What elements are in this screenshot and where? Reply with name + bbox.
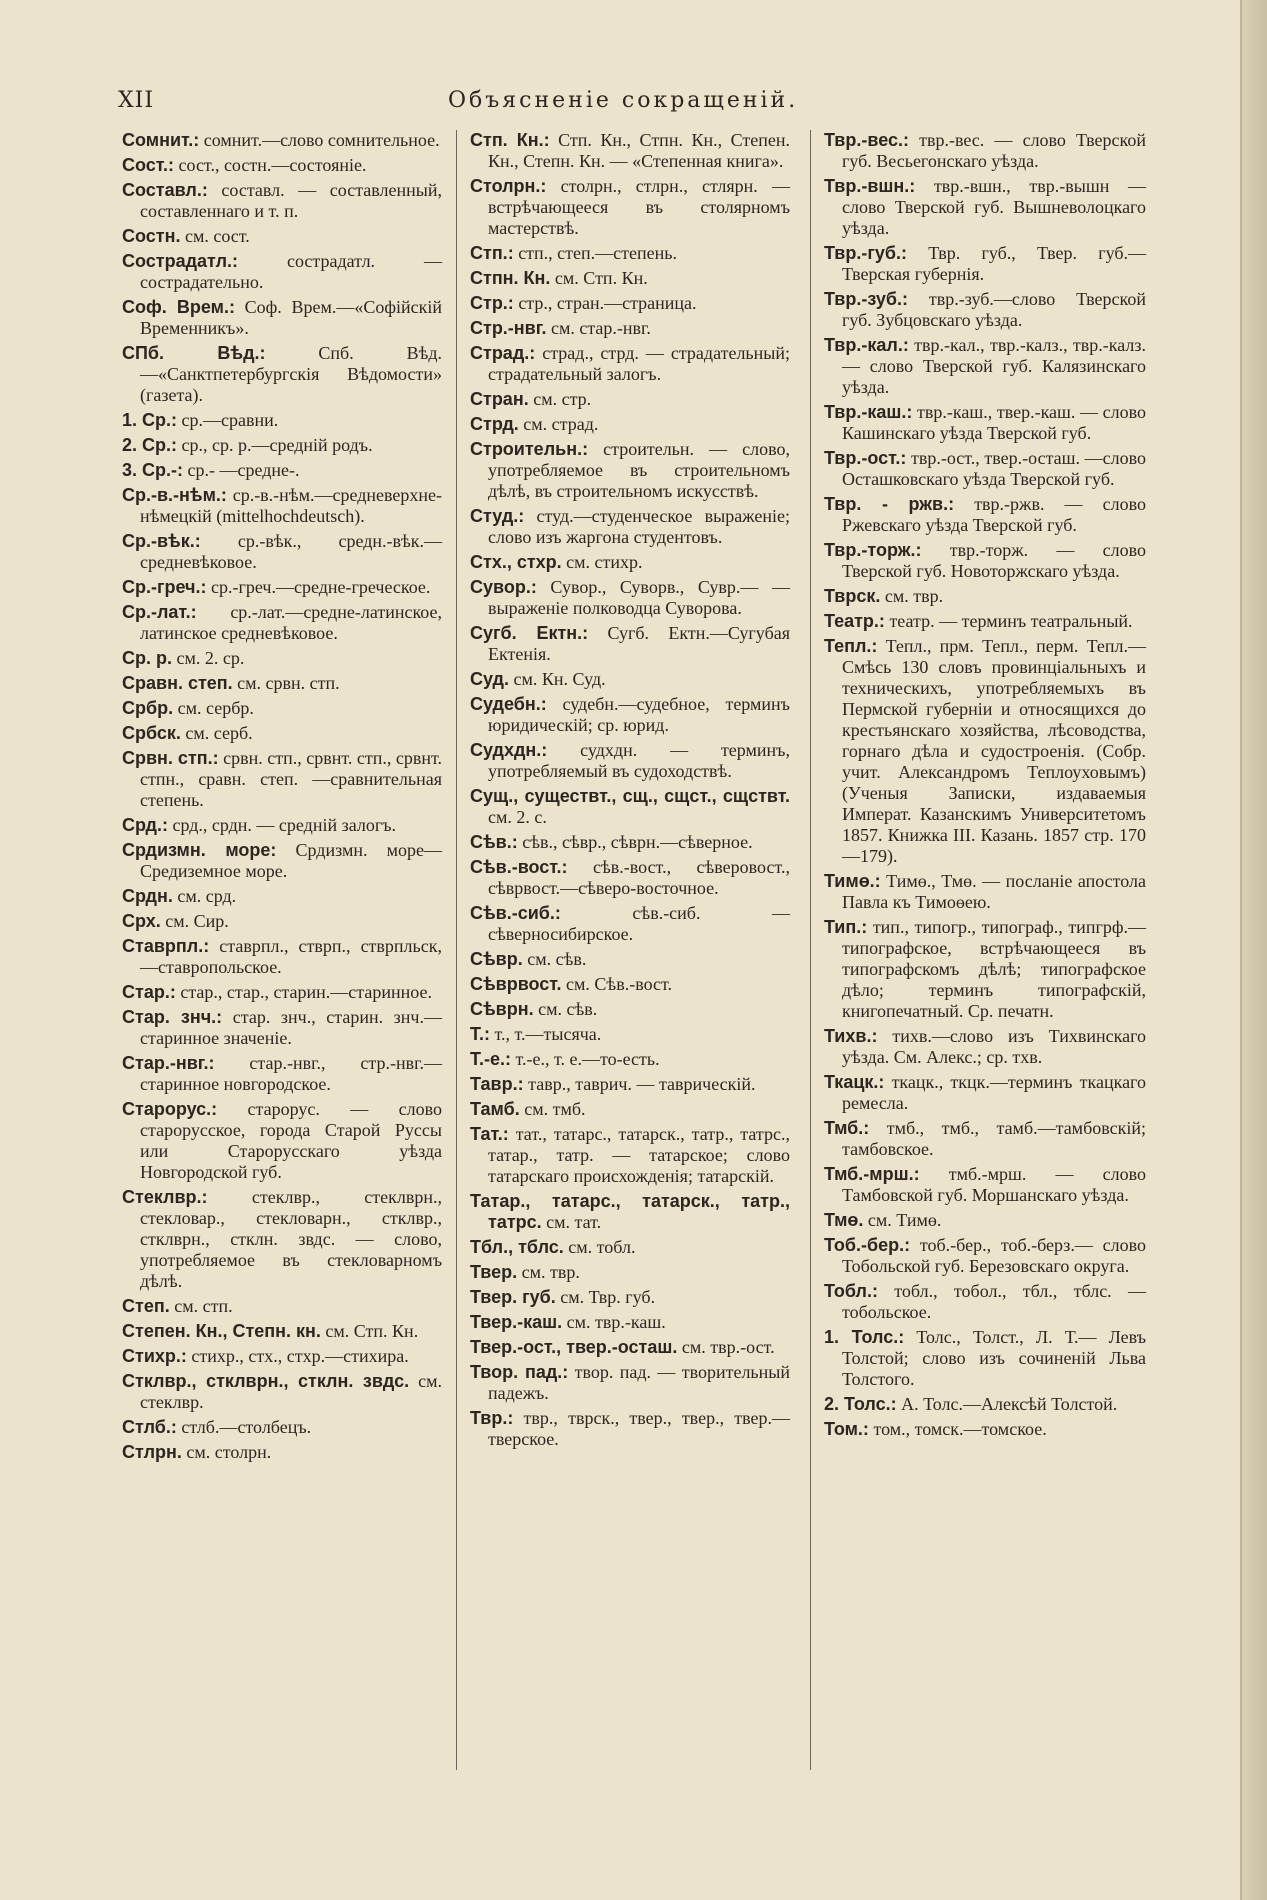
dictionary-entry bbox=[470, 389, 790, 410]
dictionary-entry bbox=[470, 1312, 790, 1333]
dictionary-entry bbox=[824, 335, 1146, 398]
entry-headword: Стр.: bbox=[470, 293, 514, 313]
entry-definition: см. стр. bbox=[528, 389, 592, 409]
entry-definition: см. Твр. губ. bbox=[555, 1287, 656, 1307]
dictionary-entry bbox=[824, 1281, 1146, 1323]
dictionary-entry bbox=[824, 1235, 1146, 1277]
entry-definition: см. стихр. bbox=[561, 552, 643, 572]
dictionary-entry bbox=[122, 886, 442, 907]
entry-headword: Срх. bbox=[122, 911, 161, 931]
entry-definition: см. столрн. bbox=[181, 1442, 272, 1462]
entry-definition: ср.-лат.—средне-латинское, латинское средневѣковое. bbox=[140, 602, 442, 643]
dictionary-entry bbox=[470, 740, 790, 782]
entry-definition: Стп. Кн., Стпн. Кн., Степен. Кн., Степн. Кн. — «Степенная книга». bbox=[488, 130, 791, 171]
entry-headword: Твер. губ. bbox=[470, 1287, 556, 1307]
entry-definition: см. серб. bbox=[180, 723, 253, 743]
entry-headword: Студ.: bbox=[470, 506, 525, 526]
entry-definition: ср., ср. р.—средній родъ. bbox=[177, 435, 373, 455]
entry-headword: Ср.-греч.: bbox=[122, 577, 207, 597]
dictionary-entry bbox=[122, 982, 442, 1003]
entry-headword: Стлрн. bbox=[122, 1442, 182, 1462]
entry-definition: т.-е., т. е.—то-есть. bbox=[510, 1049, 660, 1069]
dictionary-entry bbox=[470, 293, 790, 314]
entry-definition: тавр., таврич. — таврическій. bbox=[523, 1074, 756, 1094]
entry-definition: Тимө., Тмө. — посланіе апостола Павла къ Тимоөею. bbox=[842, 871, 1146, 912]
dictionary-entry bbox=[470, 243, 790, 264]
entry-headword: Судебн.: bbox=[470, 694, 547, 714]
entry-headword: Сост.: bbox=[122, 155, 174, 175]
entry-definition: судебн.—судебное, терминъ юридическій; ср. юрид. bbox=[488, 694, 790, 735]
column-3 bbox=[824, 130, 1146, 1444]
dictionary-entry bbox=[122, 1417, 442, 1438]
entry-headword: Сѣв.-вост.: bbox=[470, 857, 568, 877]
entry-headword: Сомнит.: bbox=[122, 130, 200, 150]
entry-headword: Тихв.: bbox=[824, 1026, 878, 1046]
entry-headword: Стрд. bbox=[470, 414, 519, 434]
dictionary-entry bbox=[824, 289, 1146, 331]
entry-headword: Стран. bbox=[470, 389, 529, 409]
dictionary-entry bbox=[122, 577, 442, 598]
entry-definition: стлб.—столбецъ. bbox=[176, 1417, 312, 1437]
entry-headword: Судхдн.: bbox=[470, 740, 548, 760]
dictionary-entry bbox=[122, 130, 442, 151]
entry-headword: Твер. bbox=[470, 1262, 518, 1282]
entry-headword: Стар.: bbox=[122, 982, 176, 1002]
entry-headword: Стихр.: bbox=[122, 1346, 187, 1366]
entry-headword: Сѣв.-сиб.: bbox=[470, 903, 561, 923]
entry-headword: Твр.-зуб.: bbox=[824, 289, 908, 309]
entry-headword: Ткацк.: bbox=[824, 1072, 885, 1092]
entry-headword: Србск. bbox=[122, 723, 181, 743]
entry-definition: см. стар.-нвг. bbox=[546, 318, 651, 338]
entry-headword: Соф. Врем.: bbox=[122, 297, 235, 317]
entry-definition: студ.—студенческое выраженіе; слово изъ жаргона студентовъ. bbox=[488, 506, 790, 547]
entry-definition: ткацк., ткцк.—терминъ ткацкаго ремесла. bbox=[842, 1072, 1146, 1113]
entry-headword: Степен. Кн., Степн. кн. bbox=[122, 1321, 321, 1341]
entry-definition: строительн. — слово, употребляемое въ строительномъ дѣлѣ, въ строительномъ искусствѣ. bbox=[488, 439, 790, 501]
dictionary-entry bbox=[122, 1053, 442, 1095]
entry-definition: см. Сир. bbox=[160, 911, 229, 931]
entry-headword: Тобл.: bbox=[824, 1281, 878, 1301]
entry-headword: Твер.-каш. bbox=[470, 1312, 563, 1332]
entry-definition: твр.-вшн., твр.-вышн —слово Тверской губ. Вышневолоцкаго уѣзда. bbox=[842, 176, 1146, 238]
entry-headword: Стар.-нвг.: bbox=[122, 1053, 215, 1073]
entry-definition: твр.-зуб.—слово Тверской губ. Зубцовскаго уѣзда. bbox=[842, 289, 1146, 330]
entry-definition: см. Стп. Кн. bbox=[320, 1321, 419, 1341]
dictionary-entry bbox=[824, 448, 1146, 490]
entry-headword: Т.: bbox=[470, 1024, 490, 1044]
entry-headword: 3. Ср.-: bbox=[122, 460, 183, 480]
dictionary-entry bbox=[470, 343, 790, 385]
entry-headword: СПб. Вѣд.: bbox=[122, 343, 266, 363]
dictionary-entry bbox=[470, 1074, 790, 1095]
entry-headword: Столрн.: bbox=[470, 176, 547, 196]
dictionary-entry bbox=[824, 636, 1146, 867]
entry-definition: ср.- —средне-. bbox=[183, 460, 300, 480]
dictionary-entry bbox=[122, 602, 442, 644]
dictionary-entry bbox=[470, 1191, 790, 1233]
entry-definition: ср.-в.-нѣм.—средневерхне-нѣмецкій (mittelhochdeutsch). bbox=[140, 485, 442, 526]
dictionary-entry bbox=[470, 1287, 790, 1308]
page-number: XII bbox=[118, 88, 155, 113]
dictionary-entry bbox=[122, 815, 442, 836]
dictionary-entry bbox=[470, 786, 790, 828]
entry-definition: театр. — терминъ театральный. bbox=[884, 611, 1133, 631]
entry-headword: Стар. знч.: bbox=[122, 1007, 223, 1027]
dictionary-entry bbox=[122, 1007, 442, 1049]
entry-definition: см. Тимө. bbox=[863, 1210, 942, 1230]
dictionary-entry bbox=[470, 1262, 790, 1283]
running-header bbox=[118, 88, 998, 118]
dictionary-entry bbox=[470, 1237, 790, 1258]
entry-headword: Сѣврвост. bbox=[470, 974, 562, 994]
dictionary-entry bbox=[122, 1346, 442, 1367]
entry-definition: см. 2. ср. bbox=[172, 648, 245, 668]
column-divider bbox=[810, 130, 811, 1770]
entry-headword: Ср.-в.-нѣм.: bbox=[122, 485, 227, 505]
entry-headword: Ср.-вѣк.: bbox=[122, 531, 201, 551]
dictionary-entry bbox=[122, 1187, 442, 1292]
entry-definition: тобл., тобол., тбл., тблс. —тобольское. bbox=[842, 1281, 1146, 1322]
entry-definition: см. твр. bbox=[880, 586, 944, 606]
entry-definition: Тепл., прм. Тепл., перм. Тепл.—Смѣсь 130 словъ провинціальныхъ и техническихъ, употребляемыхъ въ Пермской губерніи и относящихся до крестьянскаго хозяйства, лѣсоводства, горнаго дѣла и судостроенія. (Собр. учит. Александромъ Теплоуховымъ) (Ученыя Записки, издаваемыя Императ. Казанскимъ Университетомъ 1857. Книжка III. Казань. 1857 стр. 170—179). bbox=[842, 636, 1146, 866]
dictionary-entry bbox=[122, 748, 442, 811]
entry-definition: см. срд. bbox=[172, 886, 237, 906]
dictionary-entry bbox=[470, 623, 790, 665]
entry-headword: Страд.: bbox=[470, 343, 536, 363]
entry-headword: Татар., татарс., татарск., татр., татрс. bbox=[470, 1191, 790, 1232]
dictionary-entry bbox=[824, 1419, 1146, 1440]
entry-definition: Толс., Толст., Л. Т.— Левъ Толстой; слово изъ сочиненій Льва Толстого. bbox=[842, 1327, 1147, 1389]
entry-definition: см. сост. bbox=[180, 226, 250, 246]
entry-definition: тихв.—слово изъ Тихвинскаго уѣзда. См. Алекс.; ср. тхв. bbox=[842, 1026, 1146, 1067]
entry-headword: Т.-е.: bbox=[470, 1049, 511, 1069]
column-divider bbox=[456, 130, 457, 1770]
entry-headword: Срдизмн. море: bbox=[122, 840, 277, 860]
dictionary-entry bbox=[824, 871, 1146, 913]
entry-headword: Стх., стхр. bbox=[470, 552, 562, 572]
entry-headword: Срдн. bbox=[122, 886, 173, 906]
dictionary-entry bbox=[122, 435, 442, 456]
entry-definition: Сугб. Ектн.—Сугубая Ектенія. bbox=[488, 623, 790, 664]
page-title: Объясненіе сокращеній. bbox=[448, 88, 799, 113]
entry-definition: ставрпл., стврп., стврпльск,—ставропольское. bbox=[140, 936, 442, 977]
entry-definition: стар. знч., старин. знч.—старинное значеніе. bbox=[140, 1007, 442, 1048]
entry-definition: срд., срдн. — средній залогъ. bbox=[167, 815, 397, 835]
dictionary-entry bbox=[122, 485, 442, 527]
entry-headword: Тавр.: bbox=[470, 1074, 524, 1094]
entry-headword: Сострадатл.: bbox=[122, 251, 239, 271]
entry-definition: Твр. губ., Твер. губ.— Тверская губернія. bbox=[842, 243, 1146, 284]
entry-definition: стеклвр., стеклврн., стекловар., стекловарн., стклвр., стклврн., стклн. звдс. — слово, употребляемое въ стекловарномъ дѣлѣ. bbox=[140, 1187, 442, 1291]
entry-definition: твр., тврск., твер., твер., твер.—тверское. bbox=[488, 1408, 790, 1449]
entry-headword: Твр.-вшн.: bbox=[824, 176, 916, 196]
dictionary-entry bbox=[470, 176, 790, 239]
entry-definition: см. Кн. Суд. bbox=[509, 669, 606, 689]
entry-headword: Сѣвр. bbox=[470, 949, 523, 969]
entry-definition: твр.-торж. — слово Тверской губ. Новоторжскаго уѣзда. bbox=[842, 540, 1146, 581]
entry-headword: Сѣврн. bbox=[470, 999, 534, 1019]
entry-headword: Сувор.: bbox=[470, 577, 537, 597]
dictionary-entry bbox=[470, 1024, 790, 1045]
entry-definition: твр.-ржв. — слово Ржевскаго уѣзда Тверской губ. bbox=[842, 494, 1146, 535]
dictionary-entry bbox=[824, 494, 1146, 536]
entry-headword: Срвн. стп.: bbox=[122, 748, 219, 768]
entry-headword: Тмө. bbox=[824, 1210, 864, 1230]
entry-headword: Твр. - ржв.: bbox=[824, 494, 955, 514]
entry-headword: 2. Ср.: bbox=[122, 435, 178, 455]
dictionary-entry bbox=[470, 414, 790, 435]
dictionary-entry bbox=[122, 1321, 442, 1342]
entry-definition: Соф. Врем.—«Софійскій Временникъ». bbox=[140, 297, 443, 338]
entry-definition: см. стп. bbox=[169, 1296, 233, 1316]
entry-headword: Србр. bbox=[122, 698, 174, 718]
entry-headword: Стклвр., стклврн., стклн. звдс. bbox=[122, 1371, 410, 1391]
dictionary-entry bbox=[470, 694, 790, 736]
entry-definition: срвн. стп., срвнт. стп., срвнт. стпн., сравн. степ. —сравнительная степень. bbox=[140, 748, 443, 810]
entry-definition: Сувор., Суворв., Сувр.— —выраженіе полководца Суворова. bbox=[488, 577, 790, 618]
dictionary-entry bbox=[470, 318, 790, 339]
entry-definition: Спб. Вѣд.—«Санктпетербургскія Вѣдомости» (газета). bbox=[140, 343, 443, 405]
entry-headword: Твр.-торж.: bbox=[824, 540, 922, 560]
entry-headword: Твр.-кал.: bbox=[824, 335, 909, 355]
entry-headword: Твр.: bbox=[470, 1408, 514, 1428]
dictionary-entry bbox=[470, 439, 790, 502]
entry-headword: Старорус.: bbox=[122, 1099, 218, 1119]
entry-headword: Тмб.: bbox=[824, 1118, 870, 1138]
entry-definition: твр.-каш., твер.-каш. — слово Кашинскаго уѣзда Тверской губ. bbox=[842, 402, 1146, 443]
dictionary-entry bbox=[122, 155, 442, 176]
entry-definition: стр., стран.—страница. bbox=[513, 293, 697, 313]
entry-headword: Сугб. Ектн.: bbox=[470, 623, 589, 643]
entry-headword: Суд. bbox=[470, 669, 509, 689]
entry-definition: твор. пад. — творительный падежъ. bbox=[488, 1362, 791, 1403]
entry-definition: судхдн. — терминъ, употребляемый въ судоходствѣ. bbox=[488, 740, 790, 781]
dictionary-entry bbox=[824, 540, 1146, 582]
entry-headword: Строительн.: bbox=[470, 439, 589, 459]
dictionary-entry bbox=[122, 1371, 442, 1413]
entry-definition: столрн., стлрн., стлярн. —встрѣчающееся въ столярномъ мастерствѣ. bbox=[488, 176, 790, 238]
entry-definition: тат., татарс., татарск., татр., татрс., татар., татр. — татарское; слово татарскаго происхожденія; татарскій. bbox=[488, 1124, 790, 1186]
entry-headword: Стлб.: bbox=[122, 1417, 177, 1437]
entry-headword: Тврск. bbox=[824, 586, 881, 606]
dictionary-entry bbox=[470, 1408, 790, 1450]
entry-definition: см. тат. bbox=[541, 1212, 602, 1232]
entry-definition: сомнит.—слово сомнительное. bbox=[199, 130, 440, 150]
entry-definition: А. Толс.—Алексѣй Толстой. bbox=[896, 1394, 1118, 1414]
entry-definition: см. Сѣв.-вост. bbox=[561, 974, 673, 994]
dictionary-entry bbox=[470, 268, 790, 289]
dictionary-entry bbox=[824, 1327, 1146, 1390]
entry-definition: см. 2. с. bbox=[488, 807, 547, 827]
entry-definition: см. сербр. bbox=[173, 698, 254, 718]
dictionary-entry bbox=[122, 840, 442, 882]
dictionary-entry bbox=[470, 552, 790, 573]
entry-headword: Стеклвр.: bbox=[122, 1187, 208, 1207]
dictionary-entry bbox=[824, 1394, 1146, 1415]
entry-definition: сѣв.-сиб. — сѣверносибирское. bbox=[488, 903, 790, 944]
dictionary-entry bbox=[122, 343, 442, 406]
dictionary-entry bbox=[824, 1210, 1146, 1231]
entry-definition: сѣв., сѣвр., сѣврн.—сѣверное. bbox=[517, 832, 753, 852]
dictionary-entry bbox=[824, 917, 1146, 1022]
entry-headword: Твр.-ост.: bbox=[824, 448, 907, 468]
entry-headword: 2. Толс.: bbox=[824, 1394, 897, 1414]
entry-headword: Твор. пад.: bbox=[470, 1362, 569, 1382]
entry-definition: ср.-греч.—средне-греческое. bbox=[206, 577, 431, 597]
dictionary-entry bbox=[122, 251, 442, 293]
entry-definition: тмб.-мрш. — слово Тамбовской губ. Моршанскаго уѣзда. bbox=[842, 1164, 1146, 1205]
dictionary-entry bbox=[470, 506, 790, 548]
dictionary-entry bbox=[824, 1118, 1146, 1160]
entry-definition: т., т.—тысяча. bbox=[489, 1024, 602, 1044]
entry-definition: см. страд. bbox=[518, 414, 599, 434]
entry-headword: Тимө.: bbox=[824, 871, 881, 891]
entry-definition: см. сѣв. bbox=[533, 999, 598, 1019]
dictionary-entry bbox=[824, 402, 1146, 444]
entry-headword: Тбл., тблс. bbox=[470, 1237, 564, 1257]
dictionary-entry bbox=[470, 130, 790, 172]
dictionary-entry bbox=[824, 586, 1146, 607]
column-2 bbox=[470, 130, 790, 1454]
entry-definition: см. твр.-ост. bbox=[677, 1337, 775, 1357]
entry-definition: старорус. — слово старорусское, города Старой Руссы или Старорусскаго уѣзда Новгородской губ. bbox=[140, 1099, 442, 1182]
dictionary-entry bbox=[470, 669, 790, 690]
entry-definition: твр.-вес. — слово Тверской губ. Весьегонскаго уѣзда. bbox=[842, 130, 1146, 171]
dictionary-entry bbox=[470, 1362, 790, 1404]
entry-definition: ср.—сравни. bbox=[177, 410, 279, 430]
dictionary-entry bbox=[470, 903, 790, 945]
entry-headword: Стр.-нвг. bbox=[470, 318, 547, 338]
entry-headword: Твер.-ост., твер.-осташ. bbox=[470, 1337, 678, 1357]
entry-headword: Сравн. степ. bbox=[122, 673, 233, 693]
entry-definition: стихр., стх., стхр.—стихира. bbox=[186, 1346, 409, 1366]
entry-definition: см. Стп. Кн. bbox=[550, 268, 648, 288]
dictionary-entry bbox=[470, 832, 790, 853]
dictionary-entry bbox=[122, 297, 442, 339]
entry-headword: Ставрпл.: bbox=[122, 936, 210, 956]
entry-headword: Составл.: bbox=[122, 180, 208, 200]
dictionary-entry bbox=[824, 1164, 1146, 1206]
entry-headword: Состн. bbox=[122, 226, 181, 246]
dictionary-entry bbox=[122, 911, 442, 932]
dictionary-entry bbox=[122, 723, 442, 744]
entry-definition: см. твр. bbox=[517, 1262, 580, 1282]
entry-headword: Ср. р. bbox=[122, 648, 172, 668]
entry-headword: Тоб.-бер.: bbox=[824, 1235, 911, 1255]
entry-definition: том., томск.—томское. bbox=[868, 1419, 1047, 1439]
entry-headword: Стп.: bbox=[470, 243, 514, 263]
dictionary-entry bbox=[122, 936, 442, 978]
entry-definition: см. тмб. bbox=[519, 1099, 586, 1119]
dictionary-entry bbox=[122, 1296, 442, 1317]
dictionary-entry bbox=[122, 531, 442, 573]
entry-headword: Твр.-вес.: bbox=[824, 130, 909, 150]
dictionary-entry bbox=[122, 673, 442, 694]
entry-definition: см. срвн. стп. bbox=[232, 673, 340, 693]
entry-definition: составл. — составленный, составленнаго и т. п. bbox=[140, 180, 442, 221]
dictionary-entry bbox=[122, 1442, 442, 1463]
dictionary-entry bbox=[824, 1026, 1146, 1068]
entry-headword: Тат.: bbox=[470, 1124, 509, 1144]
entry-definition: стп., степ.—степень. bbox=[513, 243, 677, 263]
dictionary-entry bbox=[824, 243, 1146, 285]
entry-headword: Твр.-губ.: bbox=[824, 243, 907, 263]
page-edge bbox=[1240, 0, 1267, 1900]
entry-definition: см. стеклвр. bbox=[140, 1371, 442, 1412]
dictionary-entry bbox=[122, 180, 442, 222]
entry-definition: тоб.-бер., тоб.-берз.— слово Тобольской губ. Березовскаго округа. bbox=[842, 1235, 1146, 1276]
dictionary-entry bbox=[470, 1337, 790, 1358]
dictionary-entry bbox=[122, 1099, 442, 1183]
entry-headword: 1. Толс.: bbox=[824, 1327, 905, 1347]
entry-definition: стар.-нвг., стр.-нвг.—старинное новгородское. bbox=[140, 1053, 442, 1094]
dictionary-entry bbox=[470, 999, 790, 1020]
dictionary-entry bbox=[122, 460, 442, 481]
entry-definition: сост., состн.—состояніе. bbox=[174, 155, 367, 175]
dictionary-entry bbox=[122, 410, 442, 431]
entry-headword: Театр.: bbox=[824, 611, 885, 631]
dictionary-entry bbox=[122, 698, 442, 719]
dictionary-entry bbox=[470, 1049, 790, 1070]
dictionary-entry bbox=[470, 857, 790, 899]
column-1 bbox=[122, 130, 442, 1467]
dictionary-entry bbox=[824, 130, 1146, 172]
entry-definition: см. тобл. bbox=[563, 1237, 636, 1257]
entry-headword: Стп. Кн.: bbox=[470, 130, 550, 150]
dictionary-entry bbox=[470, 1099, 790, 1120]
dictionary-entry bbox=[122, 648, 442, 669]
entry-headword: Сѣв.: bbox=[470, 832, 518, 852]
entry-definition: ср.-вѣк., средн.-вѣк.—средневѣковое. bbox=[140, 531, 442, 572]
dictionary-entry bbox=[470, 974, 790, 995]
entry-definition: см. твр.-каш. bbox=[562, 1312, 666, 1332]
entry-definition: страд., стрд. — страдательный; страдательный залогъ. bbox=[488, 343, 790, 384]
dictionary-entry bbox=[122, 226, 442, 247]
dictionary-entry bbox=[824, 176, 1146, 239]
entry-headword: Срд.: bbox=[122, 815, 168, 835]
entry-headword: Стпн. Кн. bbox=[470, 268, 551, 288]
entry-definition: см. сѣв. bbox=[522, 949, 587, 969]
entry-definition: Срдизмн. море—Средиземное море. bbox=[140, 840, 442, 881]
entry-definition: стар., стар., старин.—старинное. bbox=[175, 982, 432, 1002]
dictionary-entry bbox=[470, 1124, 790, 1187]
entry-definition: сѣв.-вост., сѣверовост., сѣврвост.—сѣверо-восточное. bbox=[488, 857, 790, 898]
entry-definition: тип., типогр., типограф., типгрф.—типографское, встрѣчающееся въ типографскомъ дѣлѣ; типографское дѣло; терминъ типографскій, книгопечатный. Ср. печатн. bbox=[842, 917, 1146, 1021]
entry-headword: Твр.-каш.: bbox=[824, 402, 913, 422]
entry-definition: твр.-ост., твер.-осташ. —слово Осташковскаго уѣзда Тверской губ. bbox=[842, 448, 1146, 489]
entry-headword: Тмб.-мрш.: bbox=[824, 1164, 920, 1184]
dictionary-entry bbox=[824, 611, 1146, 632]
entry-definition: тмб., тмб., тамб.—тамбовскій; тамбовское. bbox=[842, 1118, 1146, 1159]
dictionary-entry bbox=[824, 1072, 1146, 1114]
entry-definition: твр.-кал., твр.-калз., твр.-калз. — слово Тверской губ. Калязинскаго уѣзда. bbox=[842, 335, 1146, 397]
entry-headword: Тепл.: bbox=[824, 636, 878, 656]
entry-headword: Тип.: bbox=[824, 917, 868, 937]
dictionary-entry bbox=[470, 577, 790, 619]
entry-headword: Сущ., существт., сщ., сщст., сщствт. bbox=[470, 786, 790, 806]
entry-definition: сострадатл. — сострадательно. bbox=[140, 251, 442, 292]
dictionary-entry bbox=[470, 949, 790, 970]
entry-headword: Ср.-лат.: bbox=[122, 602, 197, 622]
entry-headword: Том.: bbox=[824, 1419, 869, 1439]
entry-headword: 1. Ср.: bbox=[122, 410, 178, 430]
entry-headword: Степ. bbox=[122, 1296, 170, 1316]
entry-headword: Тамб. bbox=[470, 1099, 520, 1119]
